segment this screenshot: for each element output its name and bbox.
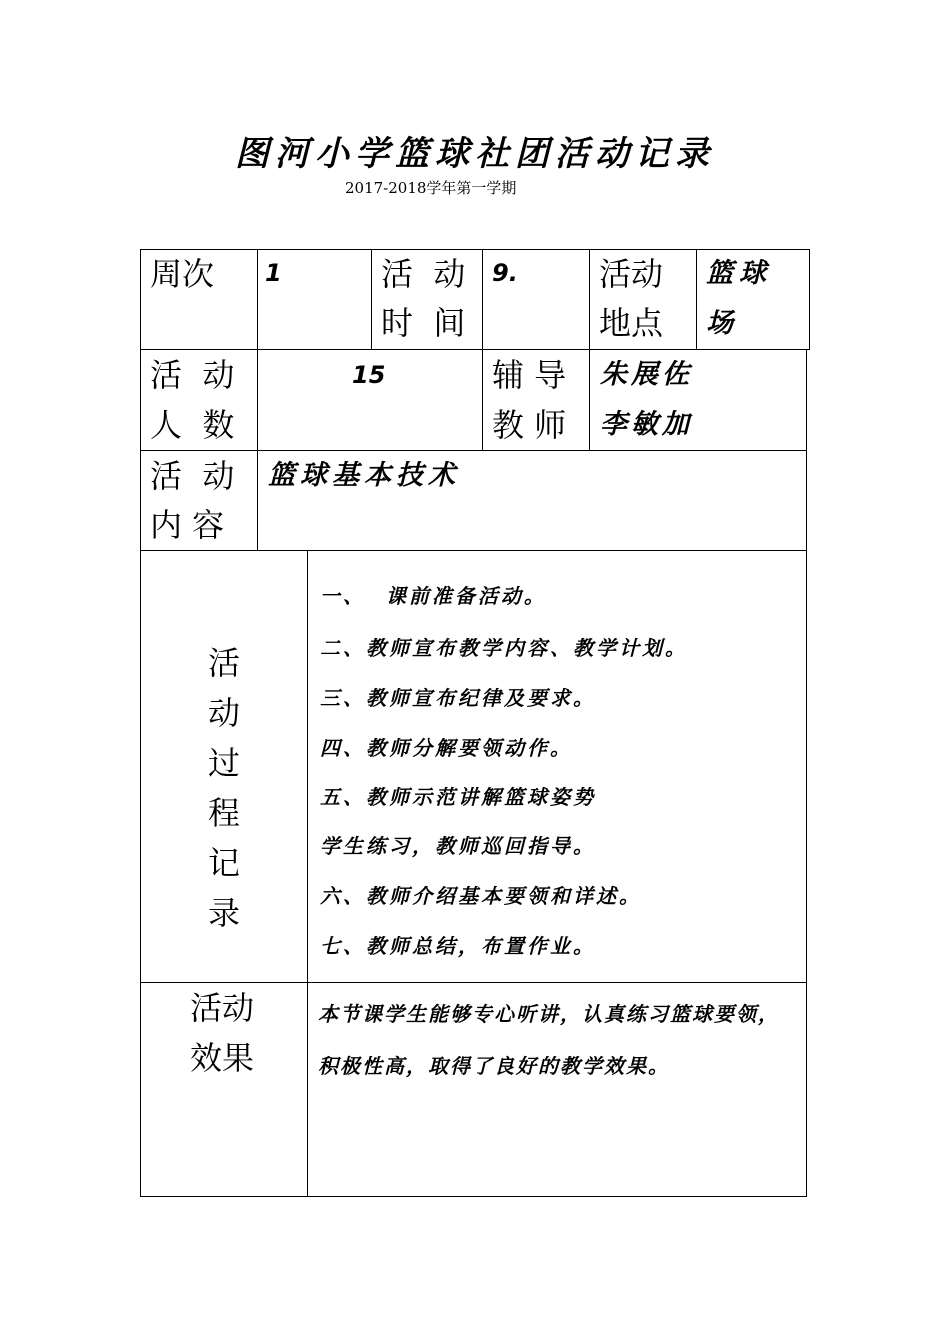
place-label-line1: 活动 <box>599 255 664 293</box>
process-line-6: 学生练习，教师巡回指导。 <box>320 834 596 858</box>
teacher-name-1: 朱展佐 <box>600 359 693 390</box>
place-value-line1: 篮球 <box>706 258 772 289</box>
semester-subtitle: 2017-2018学年第一学期 <box>345 179 517 197</box>
process-label-char-4: 程 <box>207 794 240 832</box>
process-line-8: 七、教师总结，布置作业。 <box>320 934 596 958</box>
process-label-char-6: 录 <box>207 894 240 932</box>
process-label-char-1: 活 <box>207 644 240 682</box>
process-line-7: 六、教师介绍基本要领和详述。 <box>320 884 642 908</box>
time-label-line2: 时 间 <box>381 304 466 342</box>
place-value-line2: 场 <box>706 308 733 339</box>
teacher-name-2: 李敏加 <box>600 409 693 440</box>
process-label-char-5: 记 <box>207 844 240 882</box>
content-label-line1: 活 动 <box>150 457 235 495</box>
effect-text: 本节课学生能够专心听讲，认真练习篮球要领，积极性高，取得了良好的教学效果。 <box>318 1002 780 1078</box>
count-value: 15 <box>352 361 386 389</box>
process-label-char-3: 过 <box>207 744 240 782</box>
place-label-line2: 地点 <box>599 304 664 342</box>
process-line-5: 五、教师示范讲解篮球姿势 <box>320 785 596 809</box>
teacher-label-line1: 辅 导 <box>492 356 567 394</box>
process-line-1: 一、 课前准备活动。 <box>320 584 547 608</box>
page-title: 图河小学篮球社团活动记录 <box>235 134 715 174</box>
count-label-line2: 人 数 <box>150 406 235 444</box>
process-content-cell <box>307 550 807 983</box>
process-line-2: 二、教师宣布教学内容、教学计划。 <box>320 636 688 660</box>
process-label-char-2: 动 <box>207 694 240 732</box>
teacher-label-line2: 教 师 <box>492 406 567 444</box>
effect-label-line1: 活动 <box>190 989 255 1027</box>
count-label-line1: 活 动 <box>150 356 235 394</box>
week-label: 周次 <box>150 255 215 293</box>
process-line-3: 三、教师宣布纪律及要求。 <box>320 686 596 710</box>
content-value: 篮球基本技术 <box>268 460 460 491</box>
effect-label-line2: 效果 <box>190 1039 255 1077</box>
time-value: 9. <box>492 259 518 287</box>
process-line-4: 四、教师分解要领动作。 <box>320 736 573 760</box>
week-value: 1 <box>265 259 282 287</box>
time-label-line1: 活 动 <box>381 255 466 293</box>
content-label-line2: 内 容 <box>150 506 225 544</box>
